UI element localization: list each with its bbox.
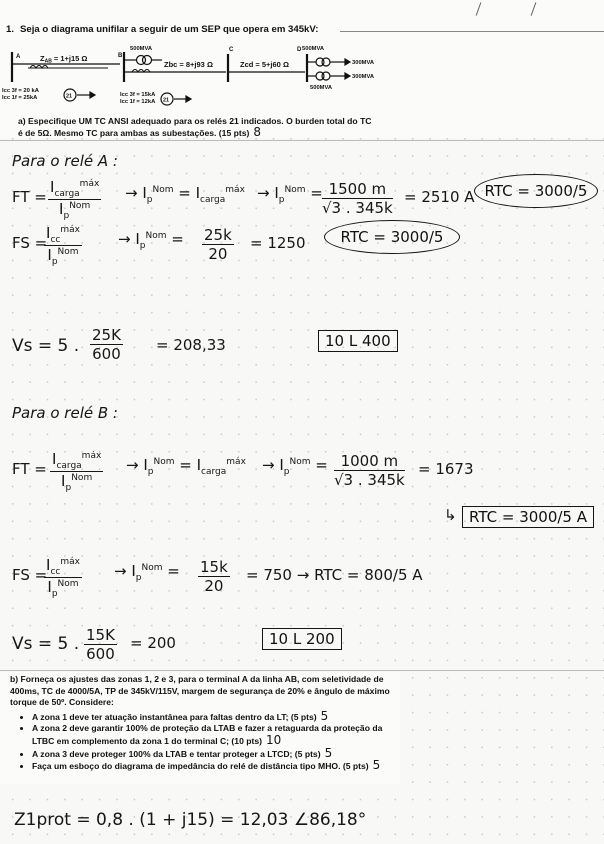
label-zab: $Z_{AB} = 1+j15$ Ω xyxy=(40,54,88,65)
ct-class-a-box: 10 L 400 xyxy=(318,330,398,352)
item-b-list xyxy=(10,708,395,773)
vs-a-result: = 208,33 xyxy=(156,336,226,354)
label-bus-d: D xyxy=(297,47,302,53)
z1-protection-line: Z1prot = 0,8 . (1 + j15) = 12,03 ∠86,18° xyxy=(14,810,367,830)
transformer-d-4 xyxy=(322,72,330,80)
divider-line xyxy=(0,140,604,141)
vs-b-fraction: $\frac{15K}{600}$ xyxy=(86,626,115,663)
label-icc-a-3f: Icc 3f = 20 kA xyxy=(2,88,39,94)
label-mva-right1: 300MVA xyxy=(352,60,375,66)
ft-a-result: = 2510 A xyxy=(404,188,475,206)
single-line-diagram xyxy=(0,32,380,112)
ft-arrow-1: → $I_p^{Nom} = I_{carga}^{máx}$ xyxy=(125,184,245,205)
implies-arrow: ↳ xyxy=(444,506,457,524)
label-icc-a-1f: Icc 1f = 25kA xyxy=(2,95,38,101)
label-bus-c: C xyxy=(229,47,234,53)
label-mva-bottom: 500MVA xyxy=(310,85,333,91)
fs-a-num-fraction: $\frac{25k}{20}$ xyxy=(204,226,232,263)
label-mva-right2: 300MVA xyxy=(352,74,375,80)
ft-a-fraction: $\frac{1500 m}{√3 . 345k}$ xyxy=(322,180,393,217)
fs-b-label: FS = xyxy=(12,566,48,584)
label-relay-a: 21 xyxy=(66,93,73,100)
item-a-text: a) Especifique UM TC ANSI adequado para os relés 21 indicados. O burden total do TC é de 5Ω. Mesmo TC para ambas as subestações. (15 pts) 8 xyxy=(18,116,372,139)
ft-b-num-fraction: $\frac{1000 m}{√3 . 345k}$ xyxy=(334,452,405,489)
ft-label: FT = xyxy=(12,188,47,206)
question-text: Seja o diagrama unifilar a seguir de um SEP que opera em 345kV: xyxy=(20,24,319,35)
ct-class-b-box: 10 L 200 xyxy=(262,628,342,650)
ft-b-label: FT = xyxy=(12,460,47,478)
item-b-bullet-zone1: • A zona 1 deve ter atuação instantânea para faltas dentro da LT; (5 pts) 5 xyxy=(32,711,395,724)
divider-line xyxy=(0,670,604,671)
label-bus-b: B xyxy=(118,53,123,59)
fs-a-arrow: → $I_p^{Nom}$ = xyxy=(118,230,184,251)
fs-b-num-fraction: $\frac{15k}{20}$ xyxy=(200,558,228,595)
vs-a-label: Vs = 5 . xyxy=(12,336,80,356)
label-icc-b-3f: Icc 3f = 15kA xyxy=(120,92,156,98)
item-a-score: 8 xyxy=(253,125,262,139)
fs-a-fraction: $I_{cc}^{máx}$ $I_p^{Nom}$ xyxy=(46,224,80,267)
rtc-a-oval: RTC = 3000/5 xyxy=(474,174,598,208)
rtc-b-box: RTC = 3000/5 A xyxy=(462,506,594,528)
score-mark: 10 xyxy=(266,732,282,747)
label-relay-b: 21 xyxy=(163,97,170,104)
question-number: 1. xyxy=(6,24,15,35)
transformer-b-2 xyxy=(143,56,152,65)
fs-a-label: FS = xyxy=(12,234,48,252)
vs-b-label: Vs = 5 . xyxy=(12,634,80,654)
fs-a-result: = 1250 xyxy=(250,234,306,252)
fs-b-arrow: → $I_p^{Nom}$ = xyxy=(114,562,180,583)
item-b-bullet-mho: • Faça um esboço do diagrama de impedância do relé de distância tipo MHO. (5 pts) 5 xyxy=(32,760,395,773)
fs-b-fraction: $I_{cc}^{máx}$ $I_p^{Nom}$ xyxy=(46,556,80,599)
fs-b-result: = 750 → RTC = 800/5 A xyxy=(246,566,423,584)
ft-b-arrow-1: → $I_p^{Nom} = I_{carga}^{máx}$ xyxy=(126,456,246,477)
ft-b-result: = 1673 xyxy=(418,460,474,478)
relay-a-title: Para o relé A : xyxy=(12,152,118,170)
transformer-d-2 xyxy=(322,58,330,66)
label-mva-top: 500MVA xyxy=(130,46,153,52)
item-b xyxy=(10,674,395,773)
label-bus-a: A xyxy=(16,54,21,60)
ft-b-arrow-2: → $I_p^{Nom}$ = xyxy=(262,456,328,477)
item-b-bullet-zone3: • A zona 3 deve proteger 100% da LTAB e tentar proteger a LTCD; (5 pts) 5 xyxy=(32,748,395,761)
ft-b-fraction: $I_{carga}^{máx}$ $I_p^{Nom}$ xyxy=(52,450,102,493)
label-mva-d: 500MVA xyxy=(302,46,325,52)
item-b-bullet-zone2: • A zona 2 deve garantir 100% de proteção da LTAB e fazer a retaguarda da proteção da LTBC em complemento da zona 1 do terminal C; (10 pts) 10 xyxy=(32,723,395,747)
relay-b-title: Para o relé B : xyxy=(12,404,118,422)
label-zcd: Zcd = 5+j60 Ω xyxy=(240,60,289,69)
ft-fraction: $I_{carga}^{máx}$ $I_p^{Nom}$ xyxy=(50,178,100,221)
score-mark: 5 xyxy=(372,758,381,773)
vs-b-result: = 200 xyxy=(130,634,176,652)
score-mark: 5 xyxy=(320,708,329,723)
item-b-intro: b) Forneça os ajustes das zonas 1, 2 e 3, para o terminal A da linha AB, com seletividade de 400ms, TC de 4000/5A, TP de 345kV/115V, margem de segurança de 20% e ângulo de máximo torque de 50º. Considere: xyxy=(10,674,390,708)
label-zbc: Zbc = 8+j93 Ω xyxy=(164,60,213,69)
rtc-a-oval-2: RTC = 3000/5 xyxy=(324,220,460,254)
label-icc-b-1f: Icc 1f = 12kA xyxy=(120,99,156,105)
ft-arrow-2: → $I_p^{Nom}$ = xyxy=(257,184,323,205)
score-mark: 5 xyxy=(324,745,333,760)
vs-a-fraction: $\frac{25K}{600}$ xyxy=(92,326,121,363)
